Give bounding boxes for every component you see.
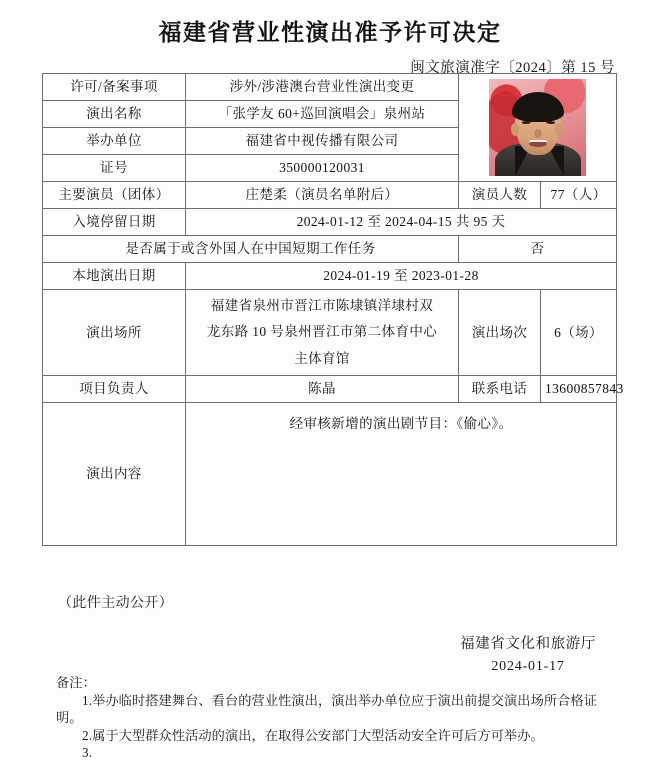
- venue-line-1: 福建省泉州市晋江市陈埭镇洋埭村双: [210, 298, 434, 313]
- table-row-content: [43, 402, 617, 545]
- notes-section: [56, 674, 618, 762]
- value-cert-number: 350000120031: [186, 155, 459, 182]
- label-contact-phone: 联系电话: [459, 375, 541, 402]
- table-row-local-dates: [43, 263, 617, 290]
- value-contact-phone: 13600857843: [541, 375, 617, 402]
- label-organizer: 举办单位: [43, 128, 186, 155]
- table-row-entry-stay-dates: [43, 209, 617, 236]
- value-entry-stay-dates: 2024-01-12 至 2024-04-15 共 95 天: [186, 209, 617, 236]
- table-row-project-manager: [43, 375, 617, 402]
- label-main-performers: 主要演员（团体）: [43, 182, 186, 209]
- photo-wrap: [463, 79, 612, 176]
- label-performance-name: 演出名称: [43, 101, 186, 128]
- value-venue: [186, 290, 459, 376]
- issuer-block: [460, 633, 596, 679]
- value-main-performers: 庄楚柔（演员名单附后）: [186, 182, 459, 209]
- value-permit-matter: 涉外/涉港澳台营业性演出变更: [186, 74, 459, 101]
- venue-line-3: 主体育馆: [294, 350, 350, 366]
- photo-nose: [534, 129, 541, 138]
- performer-photo: [489, 79, 586, 176]
- notes-item-2: 2.属于大型群众性活动的演出，在取得公安部门大型活动安全许可后方可举办。: [82, 727, 544, 743]
- label-permit-matter: 许可/备案事项: [43, 74, 186, 101]
- table-row-permit-matter: [43, 74, 617, 101]
- document-number: 闽文旅演准字〔2024〕第 15 号: [410, 60, 615, 76]
- value-local-dates: 2024-01-19 至 2023-01-28: [186, 263, 617, 290]
- label-performer-count: 演员人数: [459, 182, 541, 209]
- notes-item-1: 1.举办临时搭建舞台、看台的营业性演出，演出举办单位应于演出前提交演出场所合格证明。: [56, 692, 598, 726]
- label-cert-number: 证号: [43, 155, 186, 182]
- value-content: 经审核新增的演出剧节目：《偷心》。: [186, 402, 617, 545]
- label-foreign-short-term: 是否属于或含外国人在中国短期工作任务: [43, 236, 459, 263]
- value-performer-count: 77（人）: [541, 182, 617, 209]
- issuer-name: 福建省文化和旅游厅: [460, 636, 596, 652]
- photo-ear-right: [555, 123, 563, 136]
- page-title: 福建省营业性演出准予许可决定: [158, 20, 502, 45]
- table-row-venue: [43, 290, 617, 376]
- label-venue: 演出场所: [43, 290, 186, 376]
- certificate-table: [42, 73, 624, 546]
- value-project-manager: 陈晶: [186, 375, 459, 402]
- label-entry-stay-dates: 入境停留日期: [43, 209, 186, 236]
- disclosure-note: （此件主动公开）: [58, 596, 174, 611]
- table-row-main-performers: [43, 182, 617, 209]
- photo-ear-left: [511, 123, 519, 136]
- photo-cell: [459, 74, 617, 182]
- label-project-manager: 项目负责人: [43, 375, 186, 402]
- photo-collar-right: [548, 146, 564, 176]
- value-venue-sessions: 6（场）: [541, 290, 617, 376]
- notes-title: 备注：: [56, 675, 96, 690]
- value-foreign-short-term: 否: [459, 236, 617, 263]
- photo-mouth: [529, 140, 547, 147]
- venue-line-2: 龙东路 10 号泉州晋江市第二体育中心: [206, 324, 438, 340]
- value-organizer: 福建省中视传播有限公司: [186, 128, 459, 155]
- label-local-dates: 本地演出日期: [43, 263, 186, 290]
- table-row-foreign-short-term: [43, 236, 617, 263]
- issue-date: 2024-01-17: [491, 659, 565, 675]
- value-performance-name: 「张学友 60+巡回演唱会」泉州站: [186, 101, 459, 128]
- label-content: 演出内容: [43, 402, 186, 545]
- notes-item-3: 3.: [82, 745, 93, 761]
- label-venue-sessions: 演出场次: [459, 290, 541, 376]
